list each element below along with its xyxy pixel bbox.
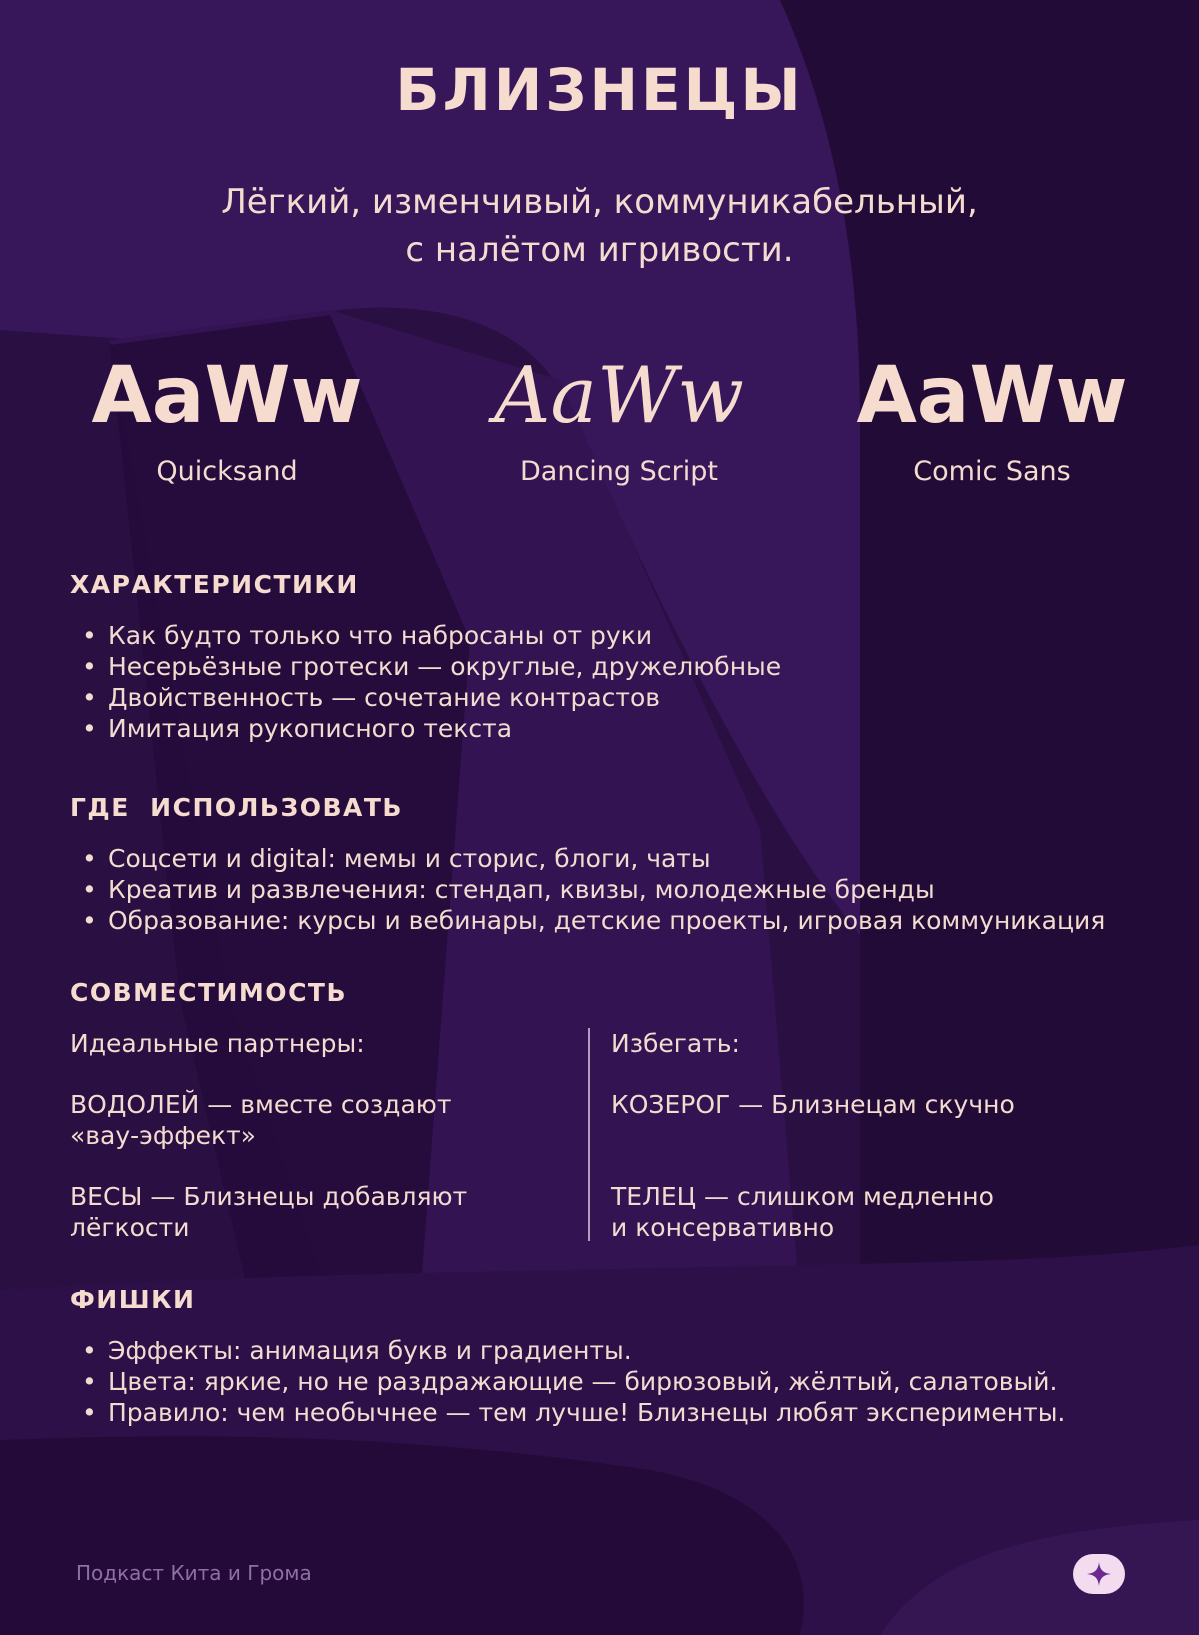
list-item: • Эффекты: анимация букв и градиенты. — [82, 1335, 1065, 1366]
font-name: Comic Sans — [913, 456, 1071, 487]
ideal-partners-label: Идеальные партнеры: — [70, 1029, 365, 1058]
compatibility-heading: СОВМЕСТИМОСТЬ — [70, 978, 348, 1007]
font-sample-glyphs: AaWw — [856, 351, 1128, 441]
column-divider — [588, 1028, 590, 1241]
sparkle-icon — [1086, 1561, 1112, 1587]
usage-heading: ГДЕ ИСПОЛЬЗОВАТЬ — [70, 793, 403, 822]
avoid-partner-text: КОЗЕРОГ — Близнецам скучно — [611, 1090, 1015, 1119]
list-item: • Двойственность — сочетание контрастов — [82, 682, 781, 713]
list-item: • Несерьёзные гротески — округлые, дружелюбные — [82, 651, 781, 682]
avoid-partner-text: ТЕЛЕЦ — слишком медленно — [611, 1182, 994, 1211]
font-name: Quicksand — [156, 456, 298, 487]
subtitle-line: с налётом игривости. — [405, 230, 794, 270]
list-item: • Имитация рукописного текста — [82, 713, 781, 744]
features-list — [82, 1335, 1065, 1428]
features-heading: ФИШКИ — [70, 1285, 196, 1314]
characteristics-heading: ХАРАКТЕРИСТИКИ — [70, 570, 359, 599]
ideal-partner-text: ВОДОЛЕЙ — вместе создают — [70, 1090, 452, 1119]
font-samples — [0, 350, 1199, 490]
ideal-partner-text: ВЕСЫ — Близнецы добавляют — [70, 1182, 468, 1211]
footer-text: Подкаст Кита и Грома — [76, 1561, 312, 1585]
page-title: БЛИЗНЕЦЫ — [395, 56, 804, 124]
logo-badge — [1073, 1554, 1125, 1594]
ideal-partner-text: лёгкости — [70, 1213, 190, 1242]
characteristics-list — [82, 620, 781, 744]
ideal-partner — [70, 1089, 451, 1151]
list-item: • Как будто только что набросаны от руки — [82, 620, 781, 651]
list-item: • Правило: чем необычнее — тем лучше! Близнецы любят эксперименты. — [82, 1397, 1065, 1428]
font-sample-comic-sans — [812, 350, 1172, 487]
avoid-partner-text: и консервативно — [611, 1213, 835, 1242]
avoid-partner — [611, 1181, 994, 1243]
list-item: • Креатив и развлечения: стендап, квизы, молодежные бренды — [82, 874, 1105, 905]
ideal-partner-text: «вау-эффект» — [70, 1121, 256, 1150]
font-sample-glyphs: AaWw — [494, 351, 744, 441]
font-sample-quicksand — [47, 350, 407, 487]
avoid-label: Избегать: — [611, 1029, 740, 1058]
list-item: • Соцсети и digital: мемы и сторис, блоги, чаты — [82, 843, 1105, 874]
ideal-partner — [70, 1181, 467, 1243]
subtitle — [0, 178, 1199, 274]
font-sample-dancing-script — [439, 350, 799, 487]
list-item: • Образование: курсы и вебинары, детские проекты, игровая коммуникация — [82, 905, 1105, 936]
font-sample-glyphs: AaWw — [91, 351, 363, 441]
avoid-partner — [611, 1089, 1015, 1120]
usage-list — [82, 843, 1105, 936]
subtitle-line: Лёгкий, изменчивый, коммуникабельный, — [221, 182, 978, 222]
list-item: • Цвета: яркие, но не раздражающие — бирюзовый, жёлтый, салатовый. — [82, 1366, 1065, 1397]
font-name: Dancing Script — [520, 456, 718, 487]
